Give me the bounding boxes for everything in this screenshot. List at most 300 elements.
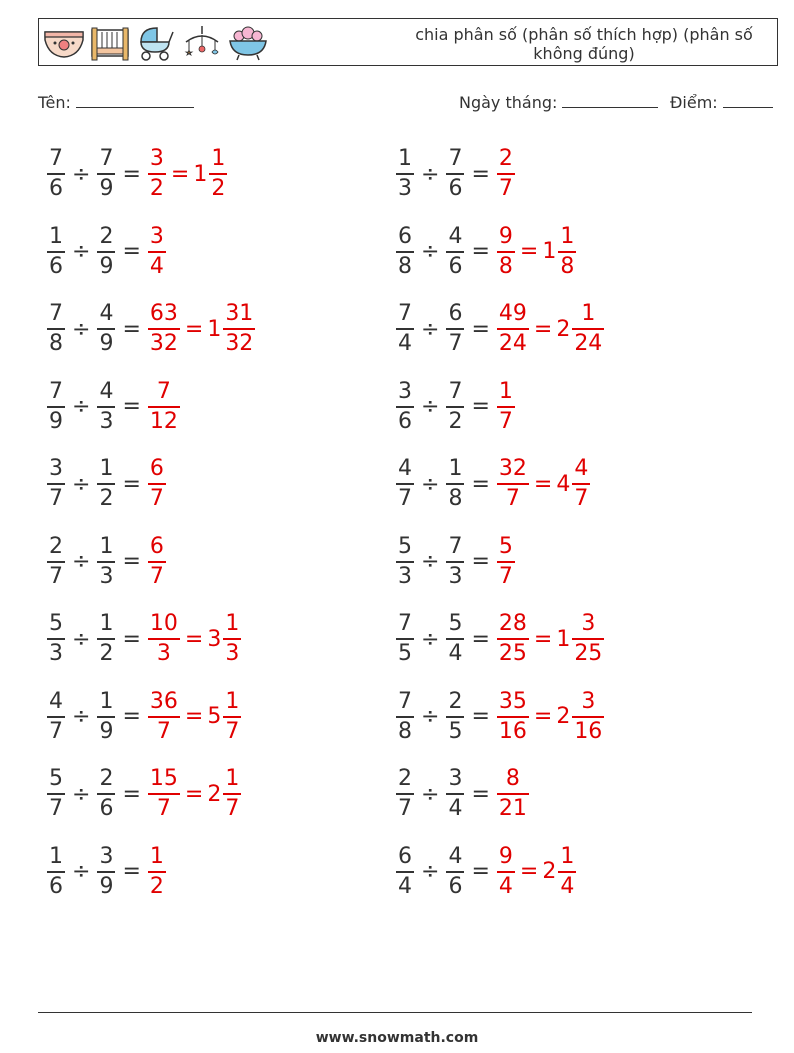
dividend-fraction (396, 766, 414, 822)
problem-row (46, 454, 167, 514)
fraction-bar (396, 328, 414, 330)
divide-sign: ÷ (421, 626, 440, 652)
mixed-fraction-numerator: 1 (581, 301, 596, 326)
fraction-bar (497, 716, 529, 718)
divide-sign: ÷ (421, 316, 440, 342)
header-icons (43, 23, 269, 63)
divisor-fraction-numerator: 2 (99, 766, 114, 791)
mixed-fraction (572, 611, 604, 667)
answer-fraction-numerator: 10 (149, 611, 178, 636)
answer (496, 224, 577, 280)
dividend-fraction-numerator: 7 (49, 301, 63, 326)
divisor-fraction-numerator: 2 (448, 688, 463, 714)
problem-row (46, 764, 242, 824)
dividend-fraction-numerator: 4 (398, 456, 412, 481)
fraction-bar (572, 328, 604, 330)
dividend-fraction-denominator: 4 (398, 873, 412, 899)
fraction-bar (148, 328, 180, 330)
dividend-fraction (47, 379, 65, 435)
dividend-fraction-numerator: 3 (398, 378, 412, 404)
name-label: Tên: (38, 93, 71, 112)
equals-sign: = (471, 239, 490, 264)
divide-sign: ÷ (421, 394, 440, 419)
answer-fraction-numerator: 9 (498, 223, 513, 249)
divisor-fraction-numerator: 1 (99, 688, 114, 714)
mixed-fraction-numerator: 1 (560, 843, 575, 869)
dividend-fraction-numerator: 1 (49, 843, 63, 869)
divide-sign: ÷ (421, 471, 440, 497)
divide-sign: ÷ (421, 161, 440, 187)
divisor-fraction-numerator: 1 (99, 456, 114, 481)
answer-fraction-numerator: 2 (498, 146, 513, 171)
equals-sign: = (122, 316, 141, 342)
fraction-bar (97, 483, 115, 485)
dividend-fraction (396, 689, 414, 745)
answer-fraction-numerator: 6 (149, 533, 164, 559)
equals-sign: = (122, 394, 141, 419)
fraction-bar (497, 173, 515, 175)
dividend-fraction-numerator: 2 (49, 533, 63, 559)
answer-fraction-denominator: 3 (156, 641, 171, 666)
answer-fraction-numerator: 49 (498, 301, 527, 326)
answer-fraction-denominator: 7 (149, 563, 164, 589)
fraction-bar (446, 561, 464, 563)
equals-sign: = (471, 704, 490, 729)
fraction-bar (47, 173, 65, 175)
fraction-bar (148, 871, 166, 873)
answer-equals-sign: = (184, 626, 204, 652)
divisor-fraction-numerator: 4 (448, 843, 463, 869)
dividend-fraction (47, 844, 65, 900)
divisor-fraction (446, 301, 464, 357)
fraction-bar (148, 173, 166, 175)
problem-row (46, 299, 256, 359)
mixed-fraction (558, 224, 576, 280)
baby-bath-icon (227, 24, 269, 62)
problem-row (395, 764, 530, 824)
mixed-fraction (223, 301, 255, 357)
fraction-bar (396, 406, 414, 408)
fraction-bar (148, 561, 166, 563)
fraction-bar (97, 793, 115, 795)
problem-row (395, 687, 605, 747)
mixed-whole-number: 1 (542, 239, 557, 264)
answer (496, 456, 591, 512)
dividend-fraction-denominator: 8 (398, 253, 412, 279)
answer-fraction (497, 534, 515, 590)
divide-sign: ÷ (421, 239, 440, 264)
worksheet-title: chia phân số (phân số thích hợp) (phân số không đúng) (415, 25, 753, 63)
dividend-fraction-numerator: 7 (398, 301, 412, 326)
mixed-fraction-numerator: 1 (560, 223, 575, 249)
problem-row (46, 222, 167, 282)
answer-fraction (497, 611, 529, 667)
divisor-fraction-numerator: 7 (99, 146, 114, 171)
answer (147, 301, 256, 357)
problem-row (395, 222, 577, 282)
divisor-fraction (446, 224, 464, 280)
dividend-fraction (47, 456, 65, 512)
dividend-fraction-numerator: 5 (398, 533, 412, 559)
answer (147, 766, 242, 822)
name-blank[interactable] (76, 93, 194, 108)
divide-sign: ÷ (72, 859, 91, 884)
answer (496, 766, 530, 822)
answer-fraction (148, 456, 166, 512)
answer-fraction-denominator: 12 (149, 408, 178, 434)
fraction-bar (97, 871, 115, 873)
divisor-fraction-numerator: 1 (99, 533, 114, 559)
fraction-bar (47, 251, 65, 253)
answer (496, 844, 577, 900)
dividend-fraction-numerator: 5 (49, 611, 63, 636)
divisor-fraction-denominator: 2 (99, 641, 114, 666)
fraction-bar (497, 871, 515, 873)
score-label: Điểm: (670, 93, 718, 112)
fraction-bar (97, 638, 115, 640)
fraction-bar (446, 483, 464, 485)
fraction-bar (396, 561, 414, 563)
fraction-bar (446, 871, 464, 873)
answer-fraction (148, 146, 166, 202)
dividend-fraction (47, 224, 65, 280)
fraction-bar (396, 716, 414, 718)
fraction-bar (396, 483, 414, 485)
answer-equals-sign: = (533, 471, 553, 497)
fraction-bar (558, 871, 576, 873)
dividend-fraction-numerator: 6 (398, 843, 412, 869)
dividend-fraction-numerator: 5 (49, 766, 63, 791)
mixed-fraction (223, 766, 241, 822)
mixed-fraction-numerator: 1 (225, 688, 240, 714)
answer-fraction (497, 301, 529, 357)
divisor-fraction-numerator: 7 (448, 146, 463, 171)
answer (496, 689, 605, 745)
answer-fraction-denominator: 7 (156, 796, 171, 821)
fraction-bar (223, 638, 241, 640)
equals-sign: = (471, 781, 490, 807)
fraction-bar (97, 173, 115, 175)
fraction-bar (47, 793, 65, 795)
fraction-bar (572, 638, 604, 640)
mixed-fraction-numerator: 3 (581, 688, 596, 714)
answer-fraction-numerator: 6 (149, 456, 164, 481)
footer-url: www.snowmath.com (315, 1030, 479, 1046)
mixed-fraction (223, 611, 241, 667)
mixed-fraction-numerator: 31 (225, 301, 254, 326)
divisor-fraction-numerator: 7 (448, 533, 463, 559)
mixed-fraction (558, 844, 576, 900)
answer-fraction-denominator: 7 (156, 718, 171, 744)
mixed-fraction-numerator: 4 (574, 456, 589, 481)
answer (147, 146, 228, 202)
mixed-fraction-numerator: 3 (581, 611, 596, 636)
dividend-fraction-numerator: 6 (398, 223, 412, 249)
problem-row (46, 377, 181, 437)
divisor-fraction-numerator: 7 (448, 378, 463, 404)
date-label: Ngày tháng: (459, 93, 558, 112)
divisor-fraction-numerator: 4 (448, 223, 463, 249)
fraction-bar (97, 328, 115, 330)
answer-fraction-denominator: 24 (498, 331, 527, 356)
mixed-fraction-denominator: 25 (574, 641, 603, 666)
fraction-bar (148, 251, 166, 253)
divisor-fraction-numerator: 3 (99, 843, 114, 869)
date-blank[interactable] (562, 93, 658, 108)
answer-equals-sign: = (184, 704, 204, 729)
divisor-fraction (97, 224, 115, 280)
mixed-fraction-denominator: 16 (574, 718, 603, 744)
divisor-fraction-denominator: 3 (448, 563, 463, 589)
divide-sign: ÷ (72, 781, 91, 807)
divisor-fraction (97, 844, 115, 900)
answer-fraction (497, 766, 529, 822)
fraction-bar (148, 483, 166, 485)
answer-fraction-denominator: 4 (498, 873, 513, 899)
divide-sign: ÷ (421, 704, 440, 729)
equals-sign: = (471, 549, 490, 574)
answer (496, 534, 516, 590)
dividend-fraction (47, 766, 65, 822)
answer-fraction-denominator: 7 (498, 408, 513, 434)
answer-equals-sign: = (533, 316, 553, 342)
problem-row (395, 454, 591, 514)
fraction-bar (148, 793, 180, 795)
answer-fraction-numerator: 3 (149, 146, 164, 171)
divisor-fraction-denominator: 2 (448, 408, 463, 434)
answer-fraction (497, 456, 529, 512)
divisor-fraction-numerator: 5 (448, 611, 463, 636)
answer-equals-sign: = (533, 704, 553, 729)
answer-fraction-numerator: 3 (149, 223, 164, 249)
answer-fraction-denominator: 8 (498, 253, 513, 279)
answer-fraction-numerator: 8 (505, 766, 520, 791)
fraction-bar (396, 638, 414, 640)
mixed-whole-number: 5 (207, 704, 222, 729)
answer-fraction-numerator: 5 (498, 533, 513, 559)
answer (147, 224, 167, 280)
dividend-fraction (396, 379, 414, 435)
fraction-bar (497, 638, 529, 640)
footer-divider (38, 1012, 752, 1013)
divisor-fraction-denominator: 6 (448, 253, 463, 279)
mixed-fraction (572, 689, 604, 745)
dividend-fraction-numerator: 1 (49, 223, 63, 249)
dividend-fraction-denominator: 4 (398, 331, 412, 356)
fraction-bar (446, 406, 464, 408)
date-field (459, 93, 658, 112)
equals-sign: = (122, 781, 141, 807)
fraction-bar (558, 251, 576, 253)
divisor-fraction-numerator: 1 (99, 611, 114, 636)
divide-sign: ÷ (72, 549, 91, 574)
divisor-fraction (446, 844, 464, 900)
divisor-fraction (446, 379, 464, 435)
mixed-whole-number: 2 (542, 859, 557, 884)
answer-fraction (148, 534, 166, 590)
baby-mobile-icon (181, 24, 223, 62)
dividend-fraction-denominator: 7 (49, 718, 63, 744)
equals-sign: = (471, 316, 490, 342)
mixed-whole-number: 1 (556, 626, 571, 652)
mixed-fraction-denominator: 8 (560, 253, 575, 279)
mixed-whole-number: 3 (207, 626, 222, 652)
mixed-fraction-numerator: 1 (225, 611, 240, 636)
dividend-fraction-denominator: 7 (49, 563, 63, 589)
crib-icon (89, 24, 131, 62)
divisor-fraction-denominator: 3 (99, 408, 114, 434)
divisor-fraction-denominator: 4 (448, 641, 463, 666)
divisor-fraction (97, 534, 115, 590)
answer-fraction-denominator: 7 (498, 176, 513, 201)
answer-fraction (148, 611, 180, 667)
fraction-bar (396, 793, 414, 795)
fraction-bar (223, 328, 255, 330)
answer-fraction (497, 844, 515, 900)
fraction-bar (497, 483, 529, 485)
dividend-fraction (396, 146, 414, 202)
score-blank[interactable] (723, 93, 773, 108)
dividend-fraction (47, 301, 65, 357)
fraction-bar (97, 406, 115, 408)
dividend-fraction (396, 301, 414, 357)
dividend-fraction (396, 844, 414, 900)
answer-fraction-numerator: 36 (149, 688, 178, 714)
answer-equals-sign: = (533, 626, 553, 652)
equals-sign: = (471, 626, 490, 652)
answer-fraction-denominator: 7 (149, 486, 164, 511)
divisor-fraction-denominator: 6 (99, 796, 114, 821)
divisor-fraction-numerator: 4 (99, 378, 114, 404)
equals-sign: = (471, 471, 490, 497)
fraction-bar (47, 871, 65, 873)
fraction-bar (209, 173, 227, 175)
fraction-bar (97, 716, 115, 718)
dividend-fraction (47, 146, 65, 202)
answer-fraction (148, 379, 180, 435)
dividend-fraction-denominator: 5 (398, 641, 412, 666)
divisor-fraction (97, 766, 115, 822)
divisor-fraction-denominator: 9 (99, 718, 114, 744)
diaper-icon (43, 24, 85, 62)
fraction-bar (497, 251, 515, 253)
fraction-bar (223, 793, 241, 795)
divide-sign: ÷ (72, 626, 91, 652)
divide-sign: ÷ (72, 316, 91, 342)
answer (147, 379, 181, 435)
answer-fraction-numerator: 1 (149, 843, 164, 869)
fraction-bar (97, 251, 115, 253)
divisor-fraction-denominator: 4 (448, 796, 463, 821)
answer-fraction (148, 224, 166, 280)
problem-row (395, 532, 516, 592)
dividend-fraction-numerator: 4 (49, 688, 63, 714)
fraction-bar (497, 793, 529, 795)
fraction-bar (396, 173, 414, 175)
dividend-fraction-numerator: 7 (398, 688, 412, 714)
dividend-fraction (47, 534, 65, 590)
answer-equals-sign: = (519, 859, 539, 884)
answer-fraction (497, 146, 515, 202)
fraction-bar (47, 561, 65, 563)
divisor-fraction (97, 379, 115, 435)
mixed-fraction-denominator: 32 (225, 331, 254, 356)
answer-equals-sign: = (519, 239, 539, 264)
fraction-bar (446, 328, 464, 330)
dividend-fraction-denominator: 7 (49, 486, 63, 511)
dividend-fraction-denominator: 6 (49, 873, 63, 899)
dividend-fraction (396, 456, 414, 512)
mixed-fraction-denominator: 4 (560, 873, 575, 899)
answer-fraction-numerator: 15 (149, 766, 178, 791)
answer-equals-sign: = (184, 316, 204, 342)
answer (147, 456, 167, 512)
answer-fraction-denominator: 21 (498, 796, 527, 821)
divide-sign: ÷ (421, 781, 440, 807)
fraction-bar (572, 483, 590, 485)
mixed-fraction (572, 456, 590, 512)
fraction-bar (446, 251, 464, 253)
dividend-fraction-numerator: 7 (49, 146, 63, 171)
divisor-fraction-denominator: 6 (448, 176, 463, 201)
answer (496, 611, 605, 667)
divide-sign: ÷ (72, 161, 91, 187)
mixed-whole-number: 2 (556, 316, 571, 342)
answer (496, 146, 516, 202)
divisor-fraction (446, 766, 464, 822)
dividend-fraction-denominator: 6 (49, 176, 63, 201)
fraction-bar (446, 173, 464, 175)
answer-fraction-numerator: 35 (498, 688, 527, 714)
divisor-fraction-denominator: 9 (99, 253, 114, 279)
divide-sign: ÷ (72, 239, 91, 264)
answer (147, 611, 242, 667)
mixed-fraction (209, 146, 227, 202)
problem-row (395, 377, 516, 437)
answer (496, 379, 516, 435)
dividend-fraction (396, 611, 414, 667)
dividend-fraction-denominator: 8 (398, 718, 412, 744)
mixed-whole-number: 1 (207, 316, 222, 342)
divisor-fraction-denominator: 5 (448, 718, 463, 744)
dividend-fraction-denominator: 8 (49, 331, 63, 356)
divisor-fraction (97, 689, 115, 745)
divisor-fraction (446, 689, 464, 745)
stroller-icon (135, 24, 177, 62)
answer-fraction-denominator: 32 (149, 331, 178, 356)
fraction-bar (223, 716, 241, 718)
fraction-bar (97, 561, 115, 563)
mixed-fraction-denominator: 7 (225, 718, 240, 744)
fraction-bar (47, 328, 65, 330)
divisor-fraction (446, 611, 464, 667)
dividend-fraction-denominator: 3 (398, 176, 412, 201)
divisor-fraction (97, 146, 115, 202)
problem-row (395, 144, 516, 204)
answer-fraction-denominator: 7 (498, 563, 513, 589)
divisor-fraction-denominator: 2 (99, 486, 114, 511)
mixed-whole-number: 4 (556, 471, 571, 497)
divisor-fraction-denominator: 6 (448, 873, 463, 899)
fraction-bar (148, 638, 180, 640)
mixed-fraction-numerator: 1 (211, 146, 226, 171)
divide-sign: ÷ (421, 859, 440, 884)
answer (147, 689, 242, 745)
answer-fraction (148, 844, 166, 900)
dividend-fraction-numerator: 1 (398, 146, 412, 171)
dividend-fraction-numerator: 2 (398, 766, 412, 791)
equals-sign: = (471, 161, 490, 187)
